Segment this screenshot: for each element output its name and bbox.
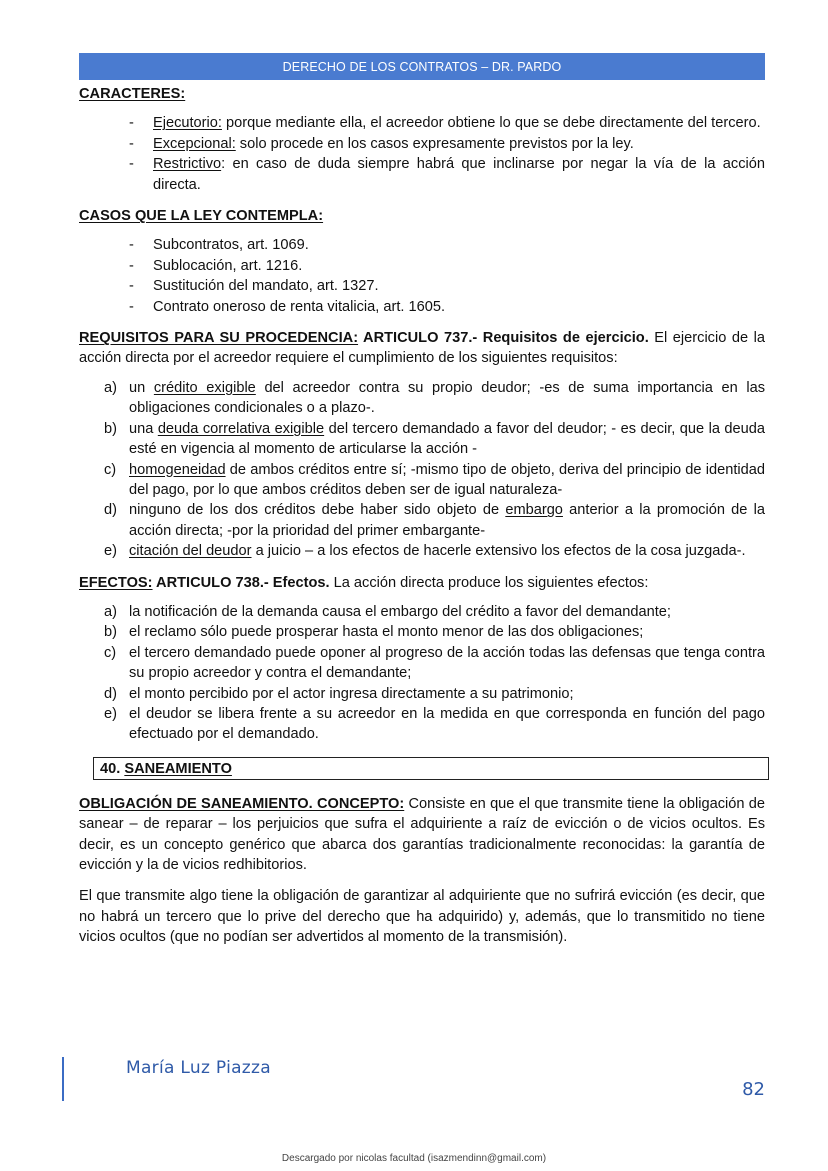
footer-divider bbox=[62, 1057, 64, 1101]
list-item: e) citación del deudor a juicio – a los efectos de hacerle extensivo los efectos de la cosa juzgada-. bbox=[104, 543, 746, 560]
list-item: b) el reclamo sólo puede prosperar hasta el monto menor de las dos obligaciones; bbox=[104, 624, 644, 641]
efectos-list bbox=[79, 602, 765, 745]
efectos-paragraph: EFECTOS: ARTICULO 738.- Efectos. La acción directa produce los siguientes efectos: bbox=[79, 574, 649, 591]
page-number: 82 bbox=[742, 1079, 765, 1100]
document-body bbox=[79, 84, 765, 948]
list-item: - Subcontratos, art. 1069. bbox=[129, 237, 309, 254]
list-item: - Contrato oneroso de renta vitalicia, art. 1605. bbox=[129, 298, 446, 315]
saneamiento-section-box: 40. SANEAMIENTO bbox=[93, 757, 769, 780]
list-item: e) el deudor se libera frente a su acreedor en la medida en que corresponda en función del pago efectuado por el demandado. bbox=[104, 705, 765, 743]
casos-list bbox=[79, 235, 765, 317]
list-item: c) el tercero demandado puede oponer al progreso de la acción todas las defensas que tenga contra su propio acreedor y contra el demandante; bbox=[104, 644, 765, 682]
requisitos-paragraph: REQUISITOS PARA SU PROCEDENCIA: ARTICULO 737.- Requisitos de ejercicio. El ejercicio de la acción directa por el acreedor requiere el cumplimiento de los siguientes requisitos: bbox=[79, 330, 766, 367]
list-item: c) homogeneidad de ambos créditos entre sí; -mismo tipo de objeto, deriva del principio de identidad del pago, por lo que ambos créditos deben ser de igual naturaleza- bbox=[104, 461, 765, 498]
list-item: d) ninguno de los dos créditos debe haber sido objeto de embargo anterior a la promoción de la acción directa; -por la prioridad del primer embargante- bbox=[104, 502, 766, 539]
footer-author: María Luz Piazza bbox=[126, 1058, 271, 1078]
saneamiento-title: SANEAMIENTO bbox=[124, 760, 232, 777]
list-item: b) una deuda correlativa exigible del tercero demandado a favor del deudor; - es decir, que la deuda esté en vigencia al momento de articularse la acción - bbox=[104, 420, 766, 458]
list-item: - Restrictivo: en caso de duda siempre habrá que inclinarse por negar la vía de la acción directa. bbox=[129, 156, 765, 193]
list-item: - Excepcional: solo procede en los casos expresamente previstos por la ley. bbox=[129, 135, 634, 152]
requisitos-heading: REQUISITOS PARA SU PROCEDENCIA: bbox=[79, 330, 359, 347]
saneamiento-paragraph: El que transmite algo tiene la obligación de garantizar al adquiriente que no sufrirá evicción (es decir, que no habrá un tercero que lo prive del derecho que ha adquirido) y, además, que lo transmitido no tiene vicios ocultos (que no podían ser advertidos al momento de la transmisión). bbox=[79, 888, 765, 946]
requisitos-list bbox=[79, 378, 765, 562]
page-header: DERECHO DE LOS CONTRATOS – DR. PARDO bbox=[79, 53, 765, 80]
efectos-heading: EFECTOS: bbox=[79, 574, 153, 591]
caracteres-list bbox=[79, 113, 765, 195]
list-item: - Ejecutorio: porque mediante ella, el acreedor obtiene lo que se debe directamente del tercero. bbox=[129, 115, 761, 132]
download-note: Descargado por nicolas facultad (isazmendinn@gmail.com) bbox=[281, 1153, 547, 1164]
saneamiento-concept-heading: OBLIGACIÓN DE SANEAMIENTO. CONCEPTO: bbox=[79, 795, 405, 812]
list-item: d) el monto percibido por el actor ingresa directamente a su patrimonio; bbox=[104, 685, 574, 702]
list-item: a) la notificación de la demanda causa el embargo del crédito a favor del demandante; bbox=[104, 603, 671, 620]
saneamiento-concept: OBLIGACIÓN DE SANEAMIENTO. CONCEPTO: Consiste en que el que transmite tiene la obligación de sanear – de reparar – los perjuicios que sufra el adquiriente a raíz de evicción o de vicios ocultos. Es decir, es un concepto genérico que abarca dos garantías tradicionalmente reconocidas: la garantía de evicción y la de vicios redhibitorios. bbox=[79, 795, 765, 873]
list-item: - Sublocación, art. 1216. bbox=[129, 257, 303, 274]
caracteres-heading: CARACTERES: bbox=[79, 86, 186, 102]
list-item: - Sustitución del mandato, art. 1327. bbox=[129, 278, 379, 295]
list-item: a) un crédito exigible del acreedor contra su propio deudor; -es de suma importancia en las obligaciones condicionales o a plazo-. bbox=[104, 379, 766, 417]
casos-heading: CASOS QUE LA LEY CONTEMPLA: bbox=[79, 208, 324, 225]
